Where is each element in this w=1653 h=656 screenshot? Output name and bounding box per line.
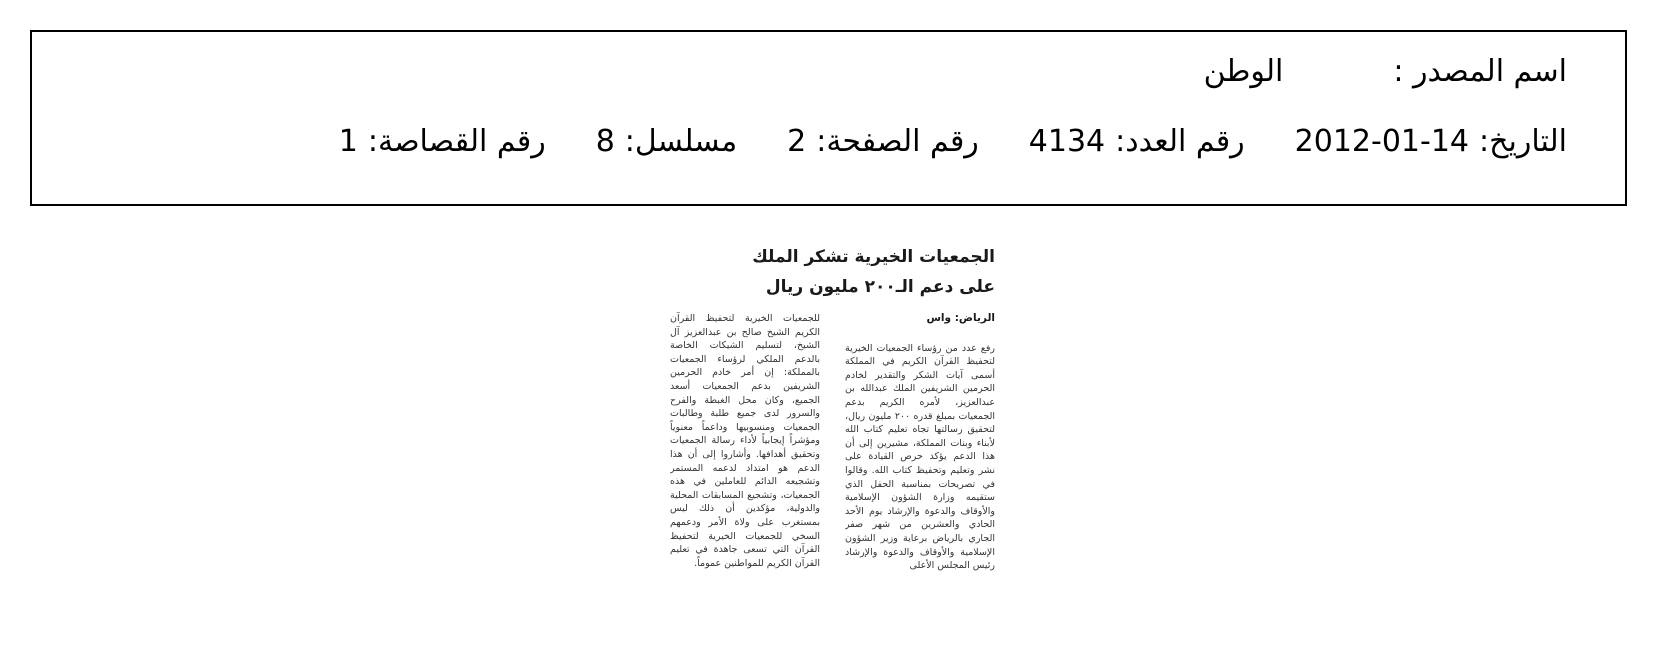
- article-dateline: الرياض: واس: [926, 312, 995, 324]
- headline-line-1: الجمعيات الخيرية تشكر الملك: [752, 247, 995, 267]
- source-label: اسم المصدر :: [1393, 54, 1567, 89]
- clip-label: رقم القصاصة:: [367, 124, 546, 159]
- serial-value: 8: [595, 124, 615, 159]
- page-label: رقم الصفحة:: [816, 124, 979, 159]
- newspaper-clipping: [670, 242, 995, 622]
- page-value: 2: [787, 124, 807, 159]
- article-column-left: [670, 312, 820, 617]
- clipping-metadata-box: [30, 30, 1627, 206]
- source-row: [1204, 54, 1567, 89]
- article-headline: [670, 242, 995, 302]
- date-label: التاريخ:: [1479, 124, 1567, 159]
- details-row: [339, 124, 1567, 159]
- headline-line-2: على دعم الـ٢٠٠ مليون ريال: [765, 277, 995, 297]
- issue-label: رقم العدد:: [1115, 124, 1245, 159]
- issue-value: 4134: [1028, 124, 1106, 159]
- article-column-right-text: رفع عدد من رؤساء الجمعيات الخيرية لتحفيظ القرآن الكريم في المملكة أسمى آيات الشكر والتقدير لخادم الحرمين الشريفين الملك عبدالله بن عبدالعزيز، لأمره الكريم بدعم الجمعيات بمبلغ قدره ٢٠٠ مليون ريال، لتحقيق رسالتها تجاه تعليم كتاب الله لأبناء وبنات المملكة، مشيرين إلى أن هذا الدعم يؤكد حرص القيادة على نشر وتعليم وتحفيظ كتاب الله. وقالوا في تصريحات بمناسبة الحفل الذي ستقيمه وزارة الشؤون الإسلامية والأوقاف والدعوة والإرشاد يوم الأحد الحادي والعشرين من شهر صفر الجاري بالرياض برعاية وزير الشؤون الإسلامية والأوقاف والدعوة والإرشاد رئيس المجلس الأعلى: [845, 342, 995, 572]
- clip-value: 1: [338, 124, 358, 159]
- article-column-left-text: للجمعيات الخيرية لتحفيظ القرآن الكريم الشيخ صالح بن عبدالعزيز آل الشيخ، لتسليم الشيكات الخاصة بالدعم الملكي لرؤساء الجمعيات بالمملكة: إن أمر خادم الحرمين الشريفين بدعم الجمعيات أسعد الجميع، وكان محل الغبطة والفرح والسرور لدى جميع طلبة وطالبات الجمعيات ومنسوبيها وداعماً معنوياً ومؤشراً إيجابياً لأداء رسالة الجمعيات وتحقيق أهدافها. وأشاروا إلى أن هذا الدعم هو امتداد لدعمه المستمر وتشجيعه الدائم للعاملين في هذه الجمعيات، وتشجيع المسابقات المحلية والدولية، مؤكدين أن ذلك ليس بمستغرب على ولاة الأمر ودعمهم السخي للجمعيات الخيرية لتحفيظ القرآن التي تسعى جاهدة في تعليم القرآن الكريم للمواطنين عموماً.: [670, 313, 820, 569]
- source-value: الوطن: [1203, 54, 1284, 89]
- date-value: 2012-01-14: [1294, 124, 1470, 159]
- article-columns: [670, 312, 995, 617]
- serial-label: مسلسل:: [624, 124, 738, 159]
- article-column-right: [845, 312, 995, 617]
